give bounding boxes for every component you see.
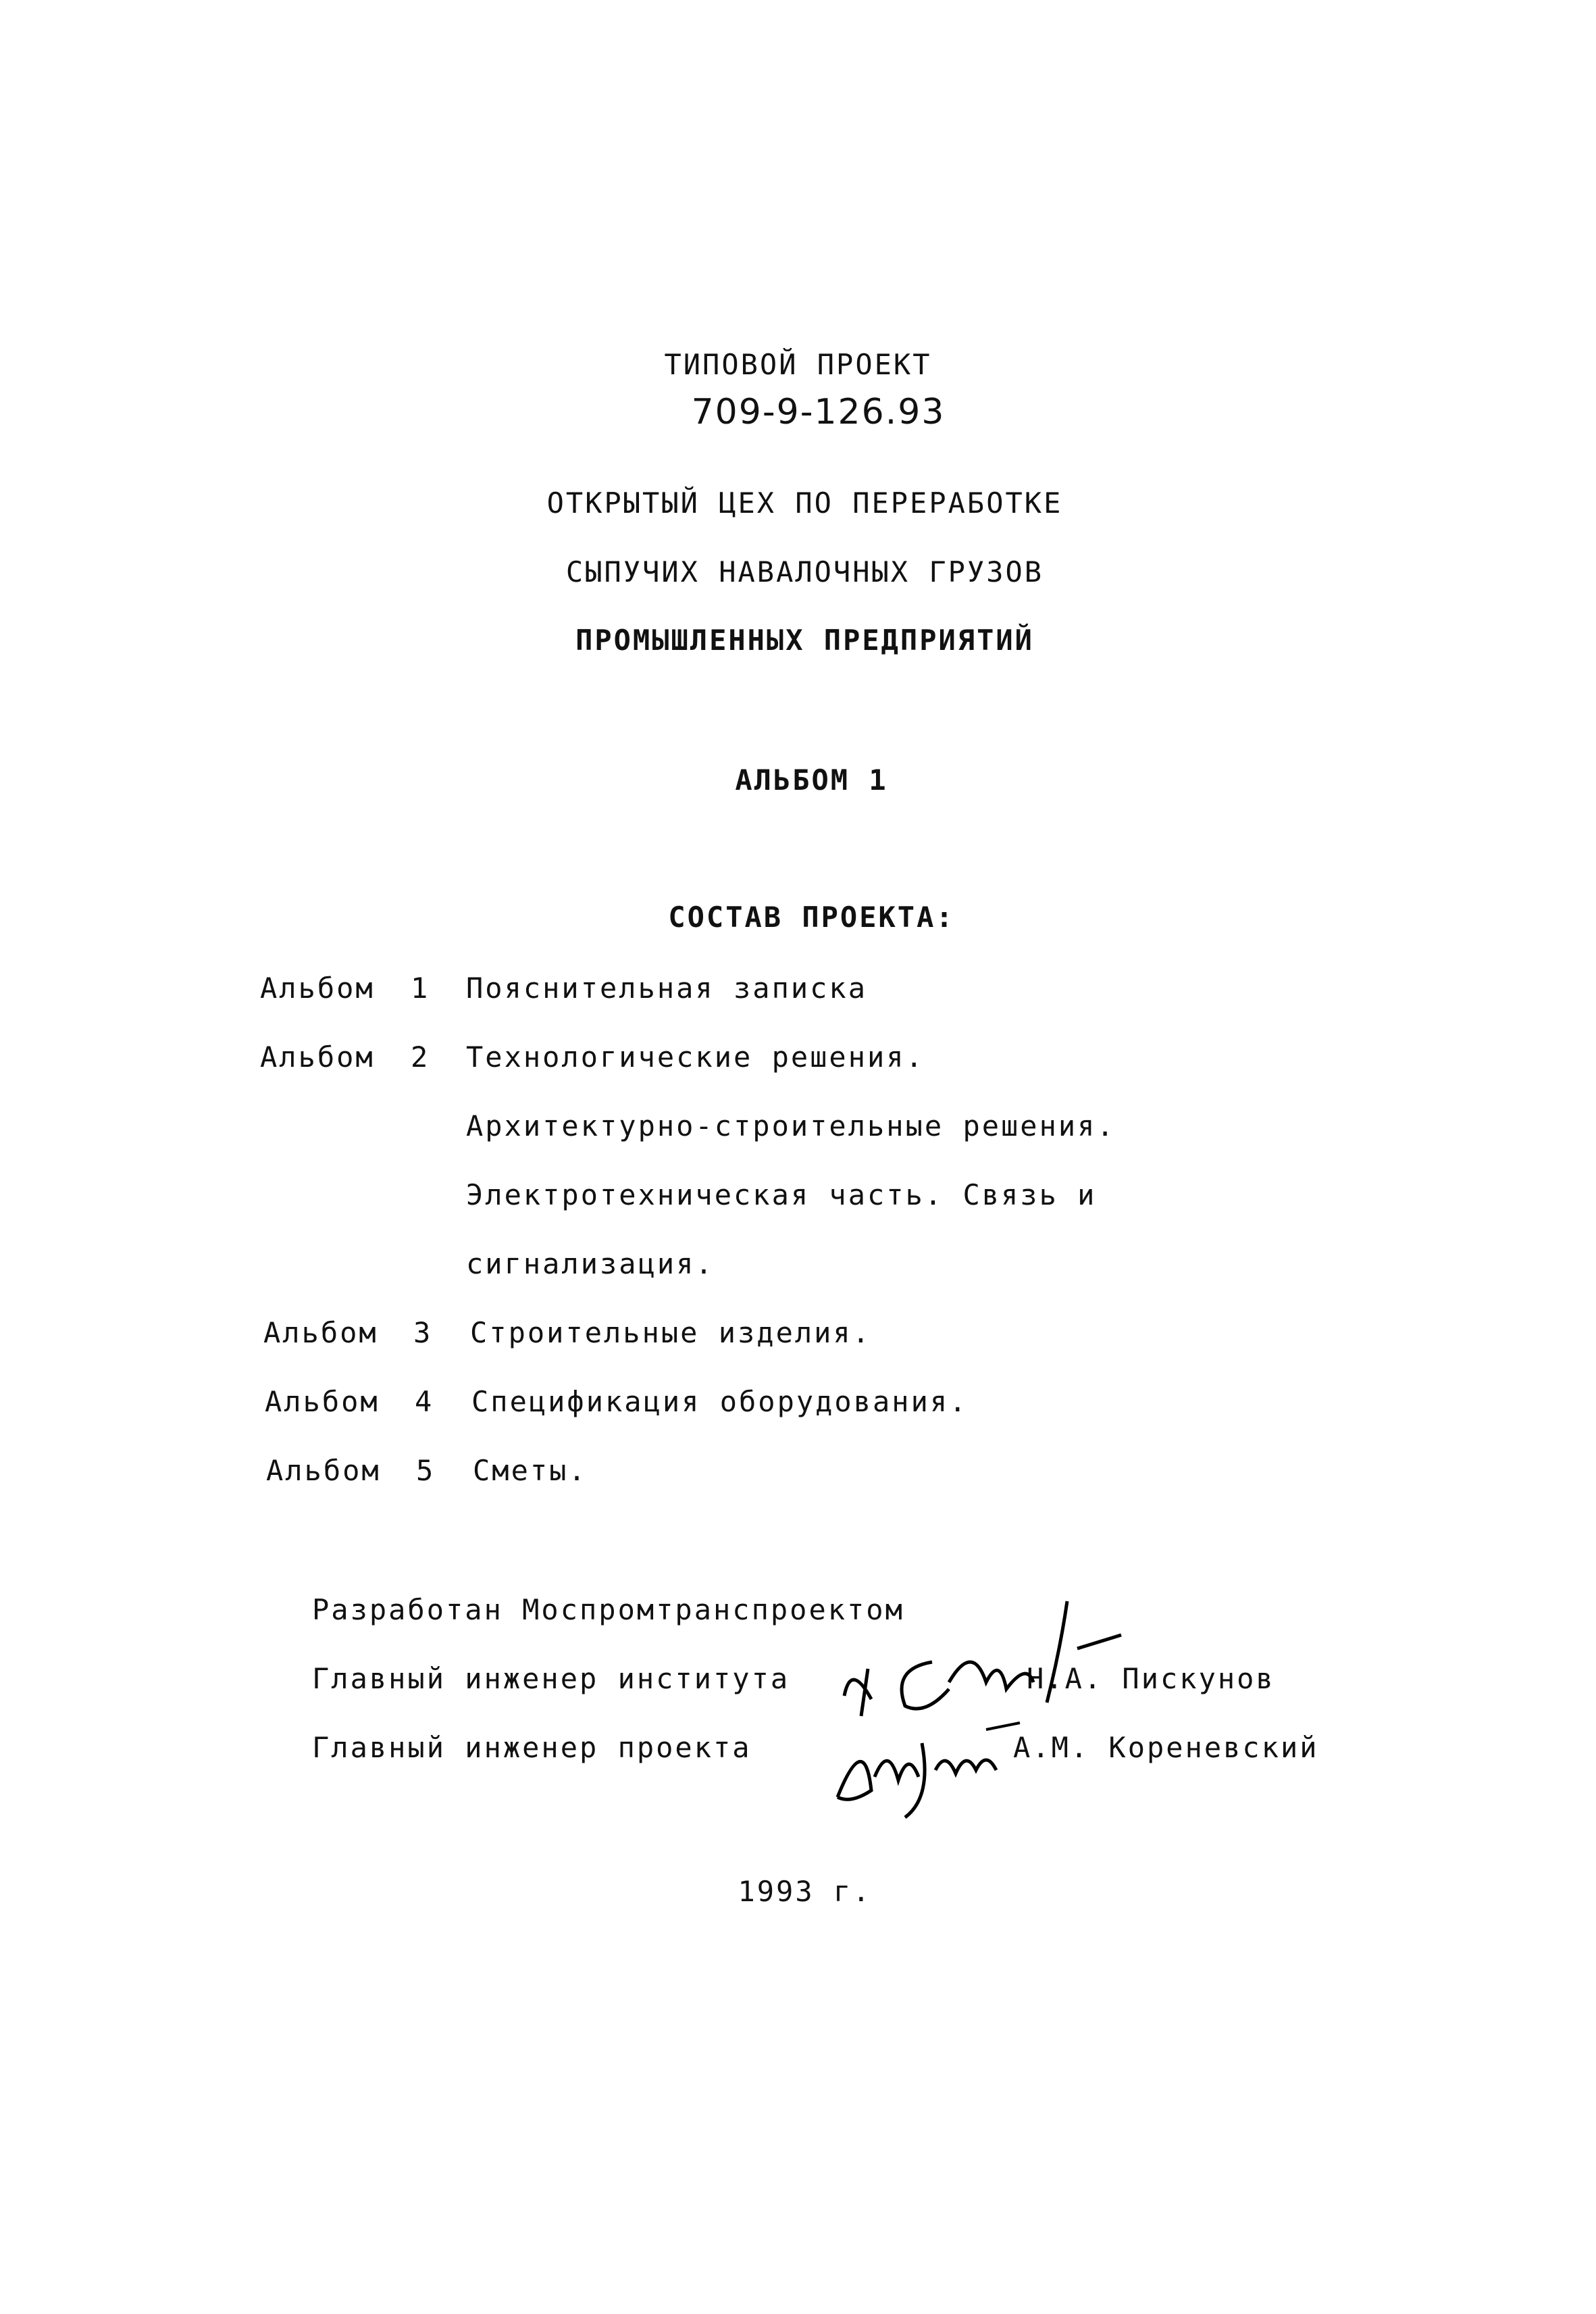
album-desc-5: Сметы. <box>473 1454 588 1487</box>
project-number: 709-9-126.93 <box>691 392 946 432</box>
album-desc-4: Спецификация оборудования. <box>471 1385 969 1418</box>
chief-institute-title: Главный инженер института <box>312 1662 790 1695</box>
signature-korenevsky <box>824 1703 1027 1824</box>
album-label-3: Альбом <box>263 1316 378 1349</box>
album-desc-1: Пояснительная записка <box>466 972 868 1005</box>
developer-line: Разработан Моспромтранспроектом <box>312 1593 904 1626</box>
title-line-3: ПРОМЫШЛЕННЫХ ПРЕДПРИЯТИЙ <box>575 624 1034 657</box>
title-line-1: ОТКРЫТЫЙ ЦЕХ ПО ПЕРЕРАБОТКЕ <box>546 486 1063 520</box>
album-desc-3: Строительные изделия. <box>470 1316 872 1349</box>
album-label-5: Альбом <box>266 1454 381 1487</box>
year: 1993 г. <box>738 1875 872 1908</box>
title-line-2: СЫПУЧИХ НАВАЛОЧНЫХ ГРУЗОВ <box>565 555 1044 588</box>
album-label-4: Альбом <box>265 1385 380 1418</box>
header-type-label: ТИПОВОЙ ПРОЕКТ <box>664 348 932 381</box>
chief-project-title: Главный инженер проекта <box>312 1731 752 1764</box>
chief-project-name: А.М. Кореневский <box>1013 1731 1319 1764</box>
album-desc-2a: Технологические решения. <box>466 1040 925 1074</box>
album-desc-2d: сигнализация. <box>466 1247 715 1280</box>
album-desc-2c: Электротехническая часть. Связь и <box>466 1178 1097 1211</box>
album-num-1: 1 <box>411 972 430 1005</box>
album-num-4: 4 <box>415 1385 434 1418</box>
chief-institute-name: Н.А. Пискунов <box>1027 1662 1275 1695</box>
album-label-2: Альбом <box>260 1040 375 1074</box>
album-desc-2b: Архитектурно-строительные решения. <box>466 1109 1116 1142</box>
album-num-2: 2 <box>411 1040 430 1074</box>
album-num-5: 5 <box>416 1454 436 1487</box>
album-label: АЛЬБОМ 1 <box>735 763 888 797</box>
album-num-3: 3 <box>413 1316 433 1349</box>
album-label-1: Альбом <box>260 972 375 1005</box>
composition-heading: СОСТАВ ПРОЕКТА: <box>668 901 955 934</box>
